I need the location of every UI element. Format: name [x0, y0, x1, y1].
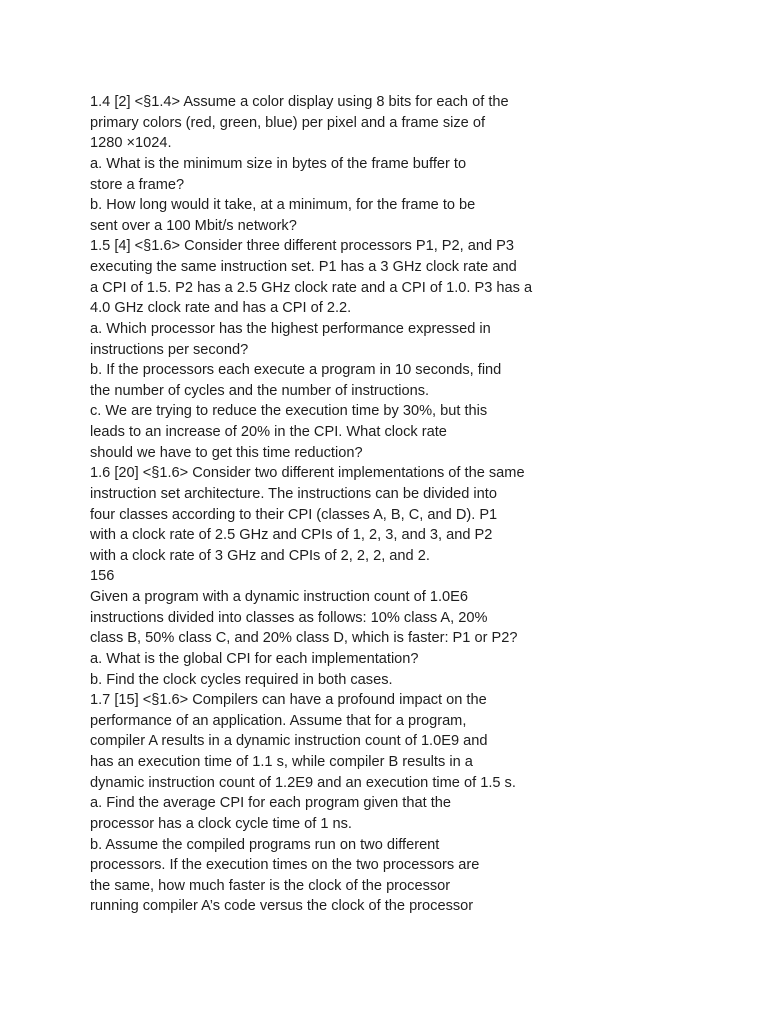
text-line: store a frame?: [90, 176, 185, 193]
text-line: b. Find the clock cycles required in both cases.: [90, 671, 393, 688]
text-line: c. We are trying to reduce the execution time by 30%, but this: [90, 403, 488, 420]
text-line: 1.4 [2] <§1.4> Assume a color display using 8 bits for each of the: [90, 94, 509, 110]
text-line: compiler A results in a dynamic instruction count of 1.0E9 and: [90, 733, 488, 750]
text-line: running compiler A’s code versus the clock of the processor: [90, 898, 474, 915]
text-line: sent over a 100 Mbit/s network?: [90, 217, 297, 234]
text-line: 4.0 GHz clock rate and has a CPI of 2.2.: [90, 300, 352, 317]
text-line: a. What is the global CPI for each implementation?: [90, 650, 419, 667]
text-line: should we have to get this time reduction?: [90, 444, 363, 461]
text-line: instructions per second?: [90, 341, 249, 358]
text-line: performance of an application. Assume that for a program,: [90, 712, 467, 729]
text-line: 1.6 [20] <§1.6> Consider two different implementations of the same: [90, 465, 525, 482]
page-number: 156: [90, 568, 115, 585]
text-line: the number of cycles and the number of instructions.: [90, 382, 430, 399]
text-line: Given a program with a dynamic instruction count of 1.0E6: [90, 589, 469, 605]
text-line: processor has a clock cycle time of 1 ns.: [90, 815, 352, 832]
document-text: [90, 92, 760, 917]
text-line: 1.5 [4] <§1.6> Consider three different processors P1, P2, and P3: [90, 238, 515, 255]
text-line: instructions divided into classes as follows: 10% class A, 20%: [90, 609, 488, 626]
text-line: with a clock rate of 2.5 GHz and CPIs of 1, 2, 3, and 3, and P2: [90, 527, 493, 544]
text-line: executing the same instruction set. P1 has a 3 GHz clock rate and: [90, 259, 517, 275]
text-line: a CPI of 1.5. P2 has a 2.5 GHz clock rate and a CPI of 1.0. P3 has a: [90, 279, 533, 296]
text-line: has an execution time of 1.1 s, while compiler B results in a: [90, 754, 473, 770]
text-line: 1280 ×1024.: [90, 135, 172, 152]
text-line: dynamic instruction count of 1.2E9 and an execution time of 1.5 s.: [90, 774, 516, 791]
text-line: primary colors (red, green, blue) per pixel and a frame size of: [90, 114, 486, 131]
text-line: a. Find the average CPI for each program given that the: [90, 795, 451, 812]
text-line: instruction set architecture. The instructions can be divided into: [90, 485, 497, 502]
text-line: b. If the processors each execute a program in 10 seconds, find: [90, 362, 502, 379]
text-line: a. What is the minimum size in bytes of the frame buffer to: [90, 155, 467, 172]
text-line: with a clock rate of 3 GHz and CPIs of 2, 2, 2, and 2.: [90, 547, 430, 564]
text-line: class B, 50% class C, and 20% class D, which is faster: P1 or P2?: [90, 630, 518, 647]
text-line: processors. If the execution times on the two processors are: [90, 857, 480, 874]
text-line: a. Which processor has the highest performance expressed in: [90, 320, 491, 337]
text-line: b. How long would it take, at a minimum, for the frame to be: [90, 197, 476, 214]
text-line: leads to an increase of 20% in the CPI. What clock rate: [90, 424, 447, 440]
text-line: four classes according to their CPI (classes A, B, C, and D). P1: [90, 506, 498, 523]
text-line: the same, how much faster is the clock of the processor: [90, 877, 451, 894]
text-line: b. Assume the compiled programs run on two different: [90, 836, 440, 853]
text-line: 1.7 [15] <§1.6> Compilers can have a profound impact on the: [90, 692, 487, 709]
